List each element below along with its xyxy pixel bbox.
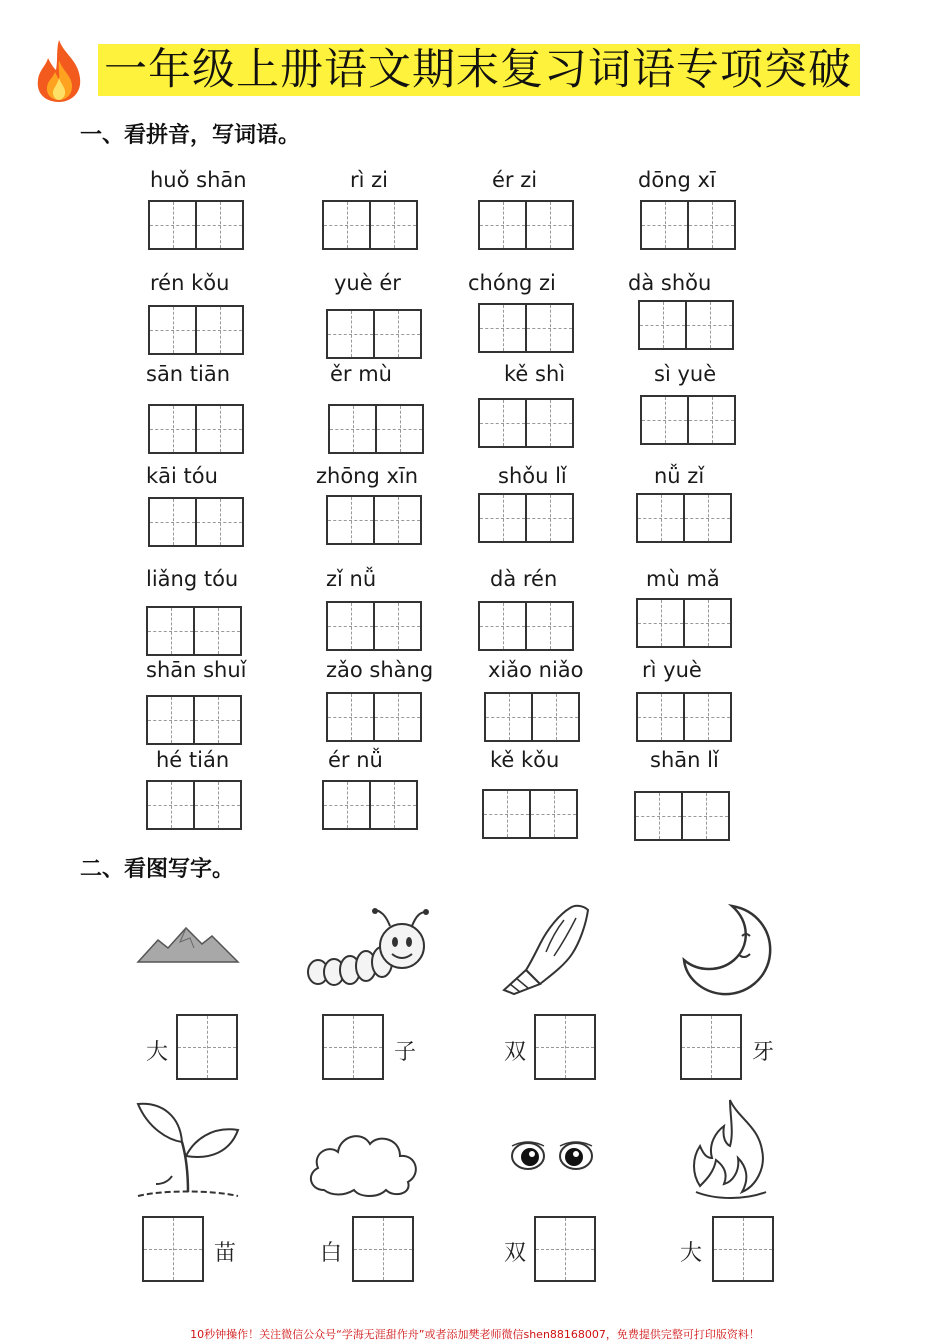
pinyin-3: ér zi [492, 168, 538, 192]
answer-box-19[interactable] [478, 601, 574, 651]
pinyin-5: rén kǒu [150, 271, 230, 295]
pinyin-14: zhōng xīn [316, 464, 419, 488]
pinyin-19: dà rén [490, 567, 558, 591]
pinyin-11: kě shì [504, 362, 566, 386]
section2-title: 二、看图写字。 [80, 857, 235, 882]
answer-box-18[interactable] [326, 601, 422, 651]
write-box-3[interactable] [534, 1014, 596, 1080]
footer-note: 10秒钟操作！关注微信公众号“学海无涯甜作舟”或者添加樊老师微信shen88168007，免费提供完整可打印版资料！ [190, 1328, 760, 1341]
pinyin-8: dà shǒu [628, 271, 712, 295]
answer-box-13[interactable] [148, 497, 244, 547]
given-char-6: 白 [320, 1241, 343, 1266]
given-char-7: 双 [504, 1241, 527, 1266]
pinyin-23: xiǎo niǎo [488, 658, 584, 682]
answer-box-24[interactable] [636, 692, 732, 742]
fire-icon [28, 38, 90, 104]
given-char-1: 大 [146, 1040, 169, 1065]
answer-box-22[interactable] [326, 692, 422, 742]
page-title: 一年级上册语文期末复习词语专项突破 [104, 45, 852, 95]
given-char-3: 双 [504, 1040, 527, 1065]
answer-box-14[interactable] [326, 495, 422, 545]
answer-box-12[interactable] [640, 395, 736, 445]
pinyin-18: zǐ nǚ [326, 567, 377, 591]
praying-hands-icon [500, 904, 598, 996]
answer-box-10[interactable] [328, 404, 424, 454]
answer-box-8[interactable] [638, 300, 734, 350]
pinyin-25: hé tián [156, 748, 230, 772]
sprout-icon [132, 1096, 242, 1200]
answer-box-16[interactable] [636, 493, 732, 543]
write-box-1[interactable] [176, 1014, 238, 1080]
answer-box-3[interactable] [478, 200, 574, 250]
section1-title: 一、看拼音，写词语。 [80, 123, 301, 148]
answer-box-2[interactable] [322, 200, 418, 250]
crescent-moon-icon [680, 902, 776, 998]
pinyin-9: sān tiān [146, 362, 231, 386]
given-char-2: 子 [394, 1040, 417, 1065]
answer-box-9[interactable] [148, 404, 244, 454]
given-char-5: 苗 [214, 1241, 237, 1266]
answer-box-5[interactable] [148, 305, 244, 355]
pinyin-17: liǎng tóu [146, 567, 239, 591]
given-char-4: 牙 [752, 1040, 775, 1065]
write-box-6[interactable] [352, 1216, 414, 1282]
answer-box-7[interactable] [478, 303, 574, 353]
fire-icon [686, 1096, 774, 1202]
pinyin-21: shān shuǐ [146, 658, 247, 682]
mountain-icon [136, 922, 240, 966]
pinyin-6: yuè ér [334, 271, 401, 295]
write-box-5[interactable] [142, 1216, 204, 1282]
caterpillar-icon [304, 908, 430, 988]
pinyin-4: dōng xī [638, 168, 716, 192]
pinyin-7: chóng zi [468, 271, 556, 295]
pinyin-28: shān lǐ [650, 748, 719, 772]
pinyin-16: nǚ zǐ [654, 464, 705, 488]
answer-box-26[interactable] [322, 780, 418, 830]
pinyin-24: rì yuè [642, 658, 702, 682]
answer-box-4[interactable] [640, 200, 736, 250]
write-box-4[interactable] [680, 1014, 742, 1080]
pinyin-20: mù mǎ [646, 567, 720, 591]
pinyin-2: rì zi [350, 168, 389, 192]
pinyin-10: ěr mù [330, 362, 392, 386]
pinyin-12: sì yuè [654, 362, 717, 386]
answer-box-25[interactable] [146, 780, 242, 830]
answer-box-17[interactable] [146, 606, 242, 656]
answer-box-20[interactable] [636, 598, 732, 648]
pinyin-15: shǒu lǐ [498, 464, 567, 488]
write-box-8[interactable] [712, 1216, 774, 1282]
eyes-icon [506, 1136, 598, 1174]
pinyin-26: ér nǚ [328, 748, 383, 772]
pinyin-13: kāi tóu [146, 464, 218, 488]
answer-box-27[interactable] [482, 789, 578, 839]
answer-box-1[interactable] [148, 200, 244, 250]
write-box-7[interactable] [534, 1216, 596, 1282]
answer-box-21[interactable] [146, 695, 242, 745]
given-char-8: 大 [680, 1241, 703, 1266]
answer-box-6[interactable] [326, 309, 422, 359]
answer-box-15[interactable] [478, 493, 574, 543]
pinyin-22: zǎo shàng [326, 658, 434, 682]
answer-box-11[interactable] [478, 398, 574, 448]
pinyin-1: huǒ shān [150, 168, 247, 192]
answer-box-28[interactable] [634, 791, 730, 841]
cloud-icon [304, 1124, 424, 1200]
pinyin-27: kě kǒu [490, 748, 560, 772]
answer-box-23[interactable] [484, 692, 580, 742]
write-box-2[interactable] [322, 1014, 384, 1080]
